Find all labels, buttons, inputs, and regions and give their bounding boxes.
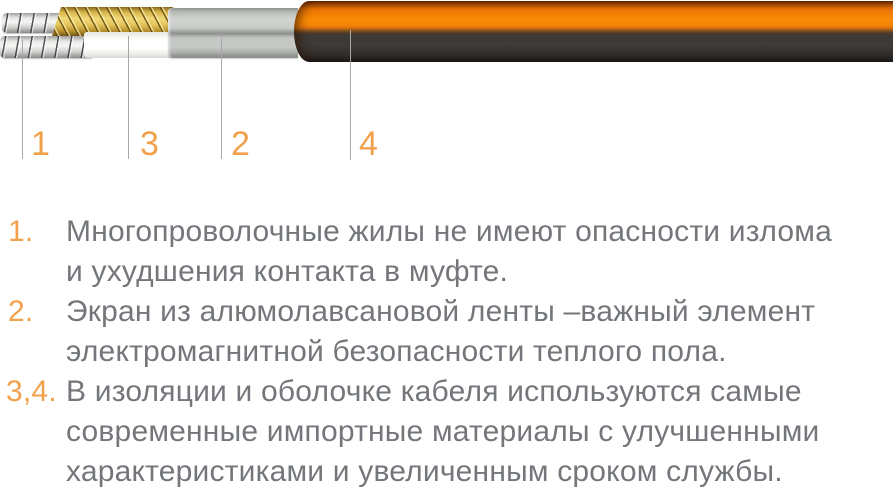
note-line: характеристиками и увеличенным сроком службы. bbox=[66, 455, 783, 488]
note-marker: 2. bbox=[8, 295, 34, 328]
callout-line-1 bbox=[22, 40, 23, 159]
stranded-conductor-top bbox=[2, 13, 60, 33]
notes-list bbox=[0, 212, 893, 491]
note-line: современные импортные материалы с улучшенными bbox=[66, 415, 820, 448]
note-line: и ухудшения контакта в муфте. bbox=[66, 255, 509, 288]
callout-line-3 bbox=[128, 36, 129, 159]
core-insulation bbox=[84, 32, 176, 58]
note-line: электромагнитной безопасности теплого пола. bbox=[66, 335, 727, 368]
cable-diagram bbox=[0, 0, 893, 175]
note-item-1 bbox=[0, 212, 893, 292]
note-marker: 3,4. bbox=[6, 375, 57, 408]
note-line: Многопроволочные жилы не имеют опасности излома bbox=[66, 215, 833, 248]
note-line: Экран из алюмолавсановой ленты –важный элемент bbox=[66, 295, 816, 328]
callout-number-3: 3 bbox=[140, 125, 159, 163]
foil-screen bbox=[168, 8, 298, 58]
callout-number-1: 1 bbox=[31, 125, 50, 163]
callout-line-2 bbox=[221, 38, 222, 159]
note-marker: 1. bbox=[8, 215, 34, 248]
callout-line-4 bbox=[350, 30, 351, 160]
callout-number-4: 4 bbox=[359, 125, 378, 163]
note-line: В изоляции и оболочке кабеля используются самые bbox=[66, 375, 802, 408]
note-item-2 bbox=[0, 292, 893, 372]
outer-sheath bbox=[294, 1, 893, 62]
callout-number-2: 2 bbox=[231, 125, 250, 163]
note-item-3-4 bbox=[0, 372, 893, 491]
stranded-conductor-bottom bbox=[0, 36, 92, 58]
